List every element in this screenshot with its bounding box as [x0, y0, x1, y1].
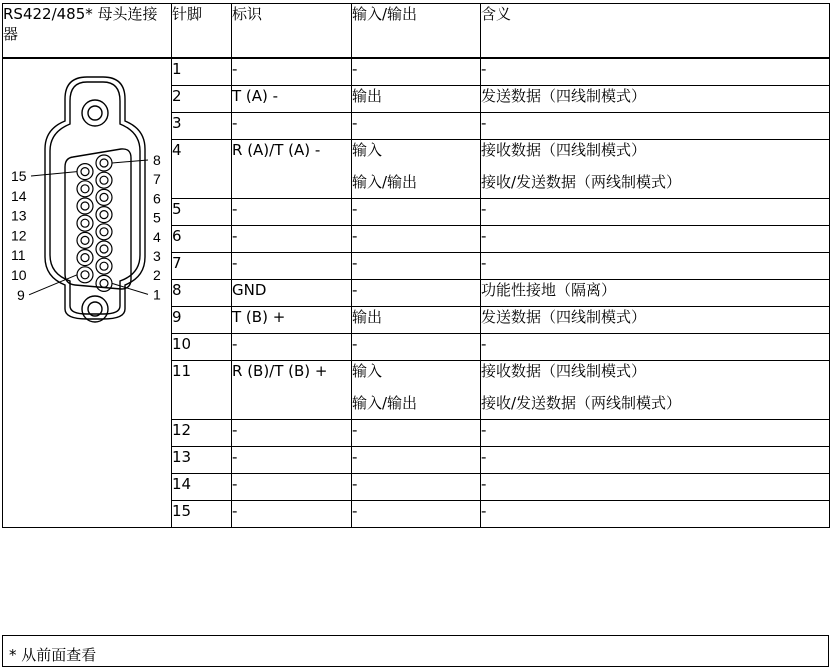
pin-number-cell: 5 — [172, 199, 232, 226]
pin-hole — [96, 258, 112, 274]
pin-number-label: 5 — [153, 209, 161, 226]
pin-number-cell: 3 — [172, 113, 232, 140]
pin-label-cell: T (A) - — [232, 86, 352, 113]
io-cell — [352, 113, 481, 140]
pin-hole — [100, 245, 108, 253]
meaning-text: - — [481, 60, 487, 78]
io-cell — [352, 86, 481, 113]
io-text: - — [352, 60, 358, 78]
io-text: 输出 — [352, 87, 383, 105]
pin-hole — [81, 254, 89, 262]
meaning-cell — [481, 447, 830, 474]
io-cell — [352, 58, 481, 86]
io-text: - — [352, 421, 358, 439]
pin-label-cell: - — [232, 420, 352, 447]
pin-number-cell: 7 — [172, 253, 232, 280]
io-text: - — [352, 448, 358, 466]
meaning-text: - — [481, 254, 487, 272]
meaning-text: - — [481, 114, 487, 132]
header-label: 标识 — [232, 4, 352, 59]
pin-hole — [96, 155, 112, 171]
pin-hole — [100, 262, 108, 270]
pin-number-label: 3 — [153, 248, 161, 264]
pin-hole — [77, 215, 93, 231]
pin-hole — [100, 176, 108, 184]
io-text: - — [352, 254, 358, 272]
pin-number-cell: 15 — [172, 501, 232, 528]
meaning-text: - — [481, 475, 487, 493]
io-text: 输入/输出 — [352, 394, 418, 412]
pin-label-cell: R (A)/T (A) - — [232, 140, 352, 199]
pin-label-cell: - — [232, 226, 352, 253]
meaning-cell — [481, 253, 830, 280]
pin-number-cell: 14 — [172, 474, 232, 501]
pin-label-cell: - — [232, 447, 352, 474]
io-cell — [352, 253, 481, 280]
pin-number-label: 9 — [17, 286, 25, 303]
meaning-cell — [481, 280, 830, 307]
pin-hole — [100, 279, 108, 287]
meaning-cell — [481, 86, 830, 113]
io-cell — [352, 361, 481, 420]
pin-hole — [77, 198, 93, 214]
pin-number-label: 2 — [153, 267, 161, 284]
pin-number-cell: 1 — [172, 58, 232, 86]
pin-label-cell: - — [232, 253, 352, 280]
pin-hole — [81, 168, 89, 176]
footnote: * 从前面查看 — [2, 635, 829, 667]
pin-hole — [81, 236, 89, 244]
pin-number-cell: 4 — [172, 140, 232, 199]
io-cell — [352, 334, 481, 361]
io-cell — [352, 199, 481, 226]
pin-number-cell: 8 — [172, 280, 232, 307]
pin-label-cell: R (B)/T (B) + — [232, 361, 352, 420]
io-text: - — [352, 475, 358, 493]
pin-number-cell: 12 — [172, 420, 232, 447]
pin-number-cell: 13 — [172, 447, 232, 474]
leader-line — [112, 160, 148, 163]
pin-hole — [81, 271, 89, 279]
pin-hole — [81, 185, 89, 193]
pin-number-label: 4 — [153, 228, 161, 245]
meaning-text: - — [481, 502, 487, 520]
meaning-text: 功能性接地（隔离） — [481, 281, 617, 299]
pin-label-cell: - — [232, 58, 352, 86]
pin-holes — [77, 155, 112, 291]
header-io: 输入/输出 — [352, 4, 481, 59]
io-cell — [352, 420, 481, 447]
pin-label-cell: - — [232, 474, 352, 501]
meaning-text: - — [481, 335, 487, 353]
io-text: - — [352, 281, 358, 299]
pin-number-cell: 6 — [172, 226, 232, 253]
io-text: 输入 — [352, 362, 383, 380]
io-text: 输出 — [352, 308, 383, 326]
pin-number-label: 15 — [11, 168, 27, 184]
pin-hole — [77, 181, 93, 197]
pin-number-cell: 2 — [172, 86, 232, 113]
io-text: 输入/输出 — [352, 173, 418, 191]
pin-number-label: 6 — [153, 190, 161, 207]
connector-cell — [3, 58, 172, 528]
pin-hole — [96, 189, 112, 205]
pin-label-cell: - — [232, 113, 352, 140]
meaning-text: 发送数据（四线制模式） — [481, 308, 647, 326]
io-text: - — [352, 227, 358, 245]
pin-assignment-table — [2, 3, 830, 528]
pin-number-cell: 9 — [172, 307, 232, 334]
io-text: - — [352, 502, 358, 520]
io-text: 输入 — [352, 141, 383, 159]
meaning-cell — [481, 361, 830, 420]
pin-hole — [81, 219, 89, 227]
io-cell — [352, 447, 481, 474]
meaning-text: - — [481, 200, 487, 218]
io-text: - — [352, 200, 358, 218]
io-cell — [352, 280, 481, 307]
meaning-cell — [481, 474, 830, 501]
meaning-cell — [481, 501, 830, 528]
meaning-cell — [481, 334, 830, 361]
pin-hole — [81, 202, 89, 210]
pin-hole — [100, 159, 108, 167]
meaning-text: - — [481, 227, 487, 245]
pin-number-label: 11 — [11, 247, 26, 264]
meaning-text: 接收数据（四线制模式） — [481, 362, 647, 380]
meaning-text: 接收/发送数据（两线制模式） — [481, 173, 682, 191]
pin-number-label: 12 — [11, 227, 27, 244]
pin-label-cell: - — [232, 501, 352, 528]
meaning-cell — [481, 140, 830, 199]
pin-hole — [96, 207, 112, 223]
pin-number-cell: 10 — [172, 334, 232, 361]
connector-shell — [45, 77, 145, 322]
pin-hole — [77, 232, 93, 248]
meaning-text: 接收/发送数据（两线制模式） — [481, 394, 682, 412]
pin-hole — [96, 172, 112, 188]
pin-label-cell: - — [232, 334, 352, 361]
pin-label-cell: GND — [232, 280, 352, 307]
leader-line — [31, 172, 77, 176]
meaning-cell — [481, 307, 830, 334]
meaning-text: - — [481, 448, 487, 466]
table-header-row — [3, 4, 830, 59]
header-connector: RS422/485* 母头连接器 — [3, 4, 172, 59]
meaning-cell — [481, 199, 830, 226]
pin-number-cell: 11 — [172, 361, 232, 420]
pin-number-label: 13 — [11, 207, 27, 224]
pin-hole — [77, 164, 93, 180]
io-cell — [352, 140, 481, 199]
meaning-text: - — [481, 421, 487, 439]
pin-number-label: 10 — [11, 267, 27, 283]
pin-hole — [100, 211, 108, 219]
header-meaning: 含义 — [481, 4, 830, 59]
db15-connector-diagram — [3, 59, 172, 359]
pin-hole — [77, 250, 93, 266]
io-cell — [352, 307, 481, 334]
table-row — [3, 58, 830, 86]
meaning-cell — [481, 113, 830, 140]
table-body — [3, 58, 830, 528]
pin-hole — [100, 228, 108, 236]
pin-number-label: 8 — [153, 152, 161, 168]
pin-number-label: 1 — [153, 286, 161, 303]
pin-hole — [96, 275, 112, 291]
pin-hole — [96, 241, 112, 257]
pin-hole — [77, 267, 93, 283]
pin-hole — [100, 193, 108, 201]
pin-number-label: 7 — [153, 171, 161, 188]
pin-hole — [96, 224, 112, 240]
io-cell — [352, 226, 481, 253]
meaning-cell — [481, 226, 830, 253]
io-text: - — [352, 114, 358, 132]
pin-label-cell: - — [232, 199, 352, 226]
meaning-text: 接收数据（四线制模式） — [481, 141, 647, 159]
pin-number-label: 14 — [11, 187, 27, 204]
io-cell — [352, 501, 481, 528]
meaning-cell — [481, 420, 830, 447]
io-cell — [352, 474, 481, 501]
pin-label-cell: T (B) + — [232, 307, 352, 334]
meaning-text: 发送数据（四线制模式） — [481, 87, 647, 105]
header-pin: 针脚 — [172, 4, 232, 59]
meaning-cell — [481, 58, 830, 86]
io-text: - — [352, 335, 358, 353]
